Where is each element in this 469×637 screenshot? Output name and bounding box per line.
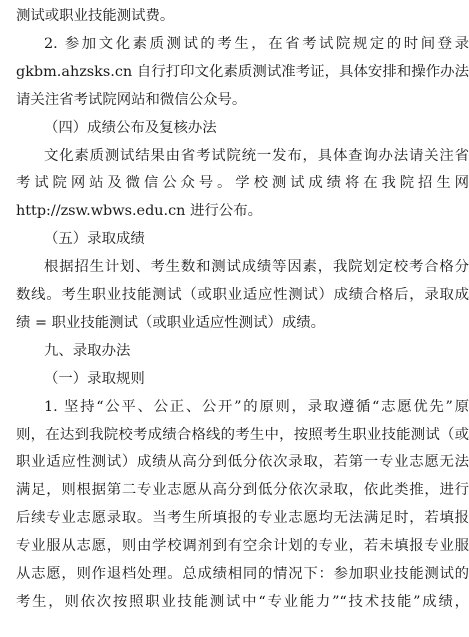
text-line: （四）成绩公布及复核办法 xyxy=(44,119,217,136)
text-line: 考生，则依次按照职业技能测试中“专业能力”“技术技能”成绩， xyxy=(16,593,469,610)
text-line: 考试院网站及微信公众号。学校测试成绩将在我院招生网 xyxy=(16,175,469,192)
text-line: 后续专业志愿录取。当考生所填报的专业志愿均无法满足时，若填报 xyxy=(16,510,469,527)
text-line: 满足，则根据第二专业志愿从高分到低分依次录取，依此类推，进行 xyxy=(16,482,469,499)
text-line: gkbm.ahzsks.cn 自行打印文化素质测试准考证，具体安排和操作办法 xyxy=(16,63,469,80)
text-line: 2. 参加文化素质测试的考生，在省考试院规定的时间登录 xyxy=(44,35,469,52)
text-line: 请关注省考试院网站和微信公众号。 xyxy=(16,91,247,108)
text-line: 数线。考生职业技能测试（或职业适应性测试）成绩合格后，录取成 xyxy=(16,287,469,303)
text-line: 从志愿，则作退档处理。总成绩相同的情况下：参加职业技能测试的 xyxy=(16,566,469,582)
text-line: 文化素质测试结果由省考试院统一发布，具体查询办法请关注省 xyxy=(44,147,469,164)
text-line: 1. 坚持“公平、公正、公开”的原则，录取遵循“志愿优先”原 xyxy=(44,398,469,415)
text-line: 根据招生计划、考生数和测试成绩等因素，我院划定校考合格分 xyxy=(44,259,469,276)
text-line: 职业适应性测试）成绩从高分到低分依次录取，若第一专业志愿无法 xyxy=(16,454,469,471)
text-line: 专业服从志愿，则由学校调剂到有空余计划的专业，若未填报专业服 xyxy=(16,538,469,555)
text-line: 测试或职业技能测试费。 xyxy=(16,8,175,24)
text-line: 则，在达到我院校考成绩合格线的考生中，按照考生职业技能测试（或 xyxy=(16,426,469,443)
text-line: （一）录取规则 xyxy=(44,370,145,387)
text-line: （五）录取成绩 xyxy=(44,231,145,248)
text-line: 九、录取办法 xyxy=(44,342,131,359)
text-line: http://zsw.wbws.edu.cn 进行公布。 xyxy=(16,203,262,220)
text-line: 绩 = 职业技能测试（或职业适应性测试）成绩。 xyxy=(16,314,326,331)
